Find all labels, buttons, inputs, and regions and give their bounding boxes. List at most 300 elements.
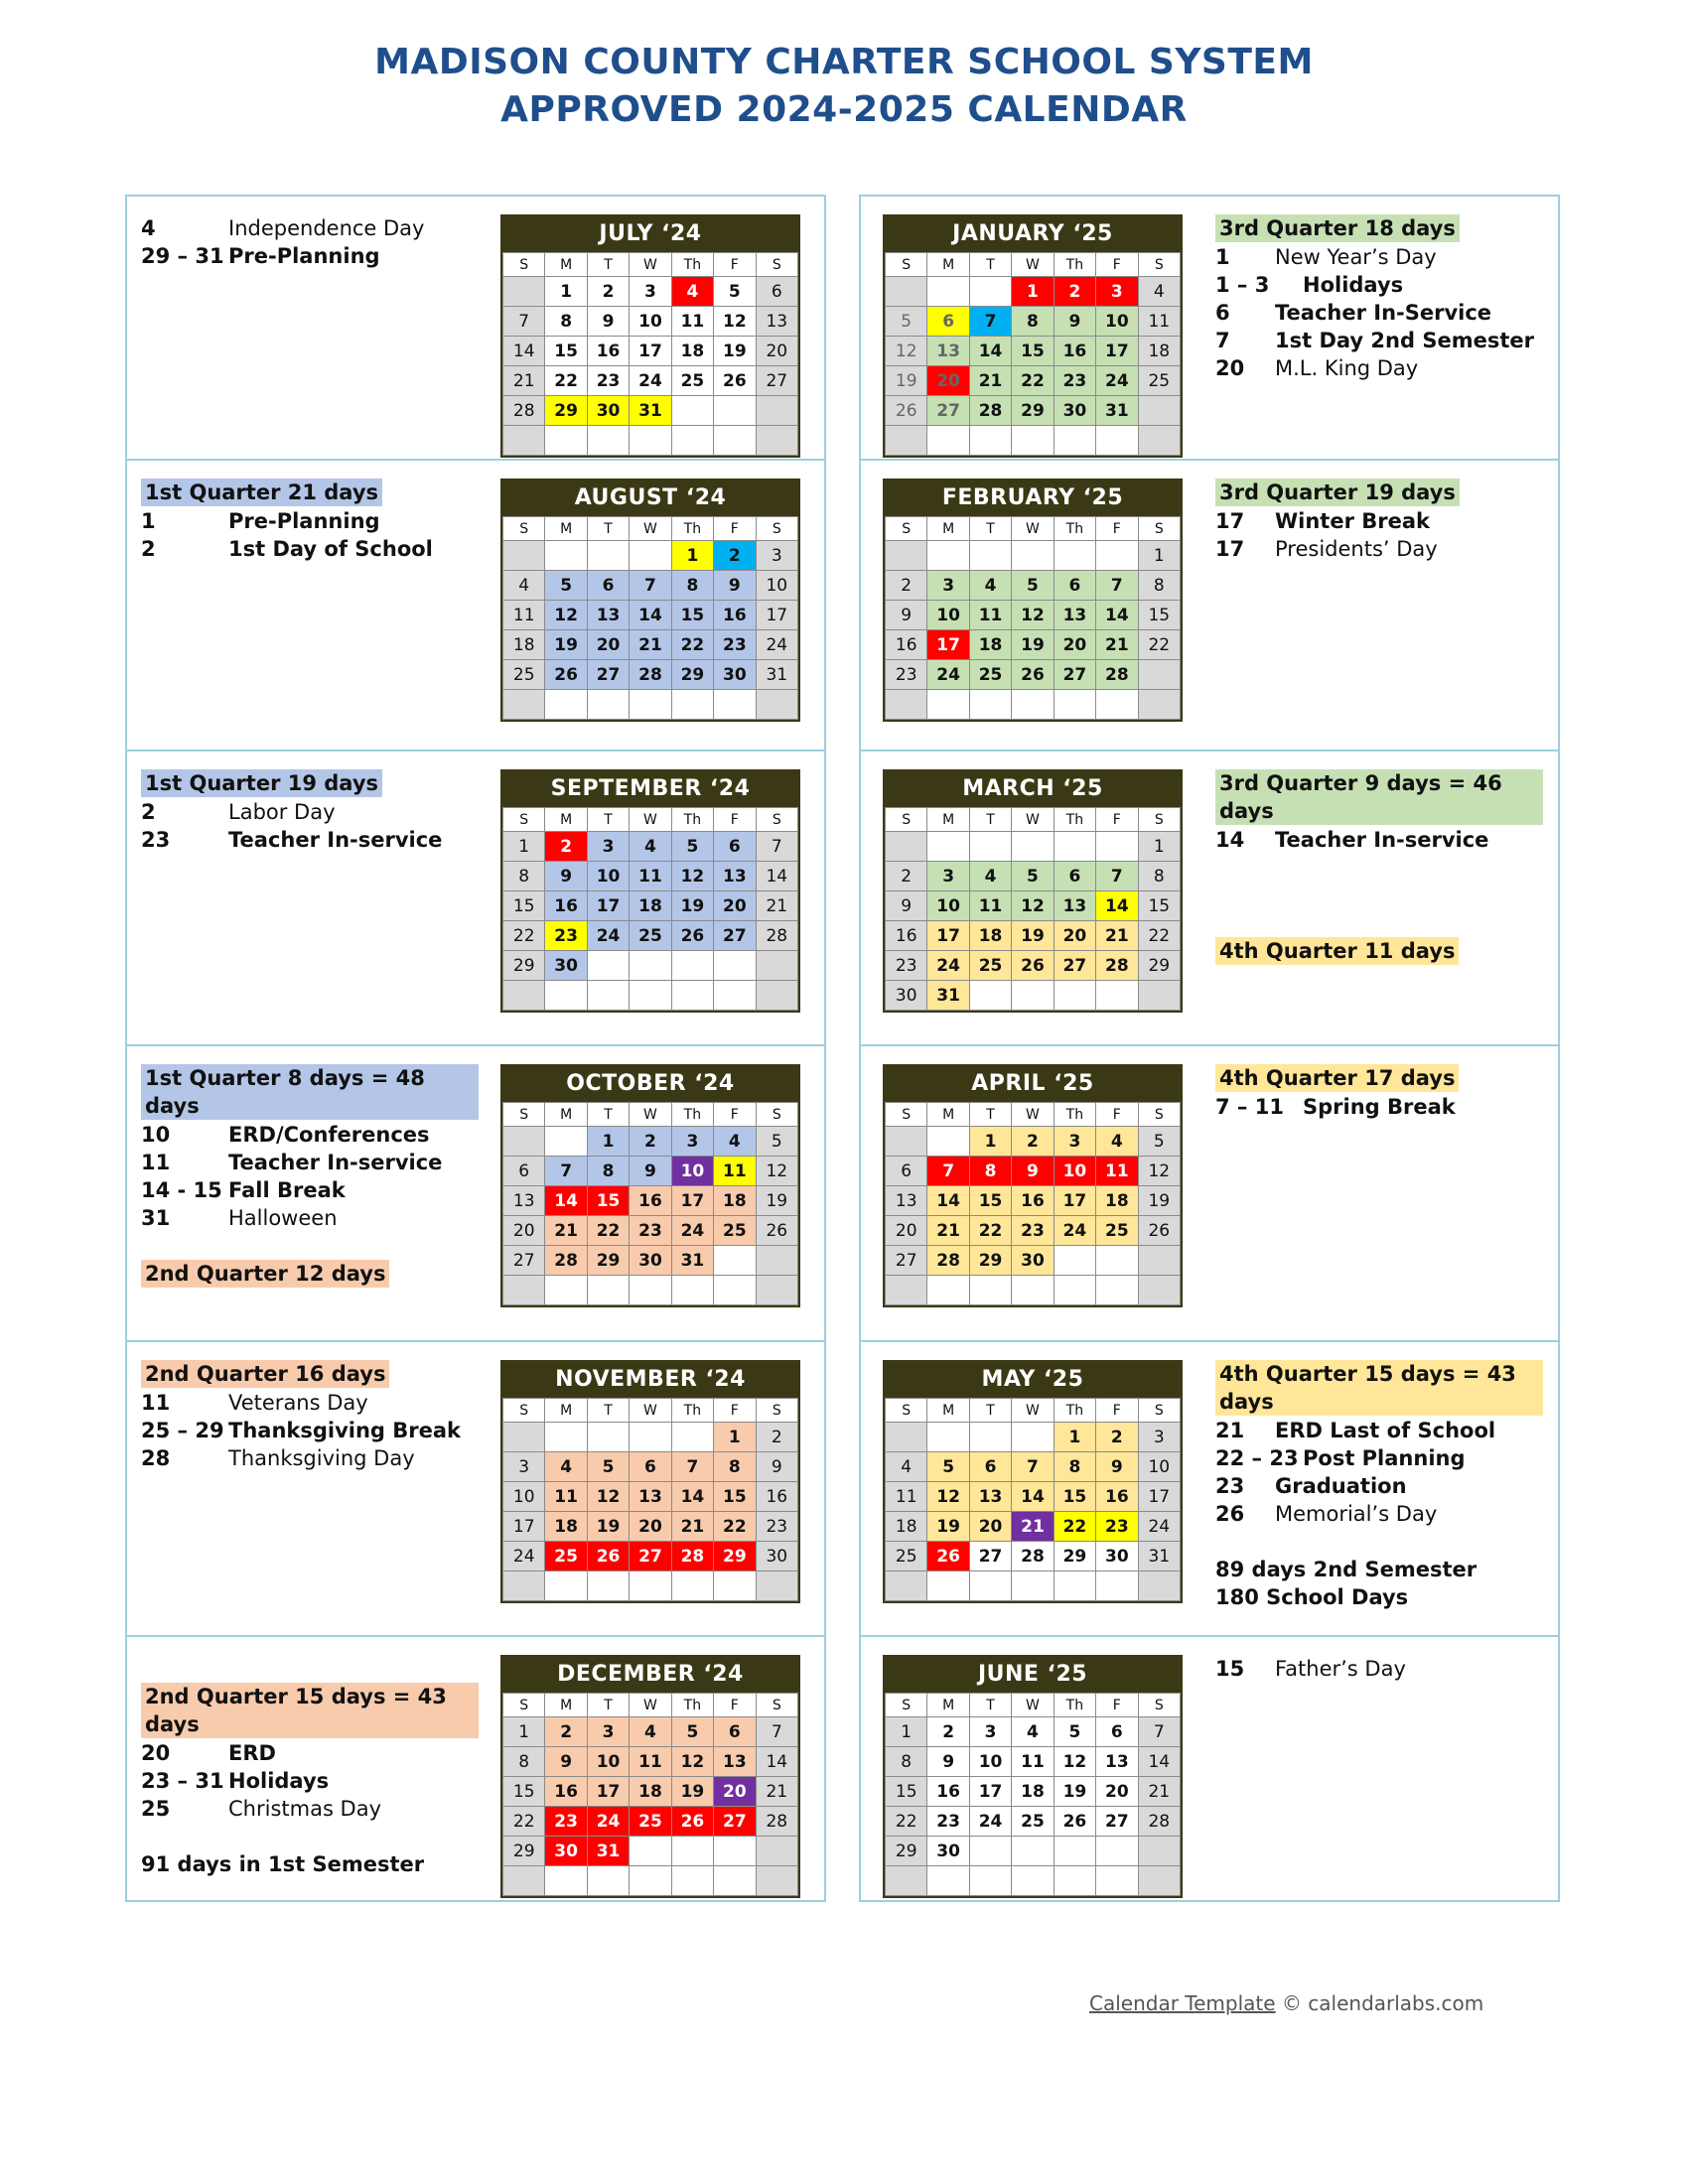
weekday-header: T xyxy=(969,1694,1011,1717)
weekday-header: M xyxy=(927,808,969,832)
day-cell: 2 xyxy=(927,1717,969,1747)
month-calendar-august-24 xyxy=(500,478,800,722)
day-cell: 31 xyxy=(630,396,671,426)
note-entry xyxy=(141,1739,479,1767)
day-cell: 25 xyxy=(545,1542,587,1571)
weekday-header: S xyxy=(756,1103,797,1127)
day-cell: 21 xyxy=(927,1216,969,1246)
note-date: 25 – 29 xyxy=(141,1419,224,1442)
month-grid xyxy=(500,252,800,458)
note-text: ERD/Conferences xyxy=(228,1123,430,1147)
empty-cell xyxy=(1138,396,1180,426)
day-cell: 23 xyxy=(1096,1512,1138,1542)
day-cell: 30 xyxy=(756,1542,797,1571)
note-entry xyxy=(141,826,479,854)
day-cell: 3 xyxy=(587,832,629,862)
month-calendar-march-25 xyxy=(883,769,1183,1013)
day-cell: 2 xyxy=(630,1127,671,1157)
row-divider xyxy=(859,750,1560,751)
day-cell: 3 xyxy=(969,1717,1011,1747)
weekday-header: F xyxy=(714,1399,756,1423)
day-cell: 9 xyxy=(886,891,927,921)
day-cell: 12 xyxy=(927,1482,969,1512)
day-cell: 28 xyxy=(1096,660,1138,690)
day-cell: 22 xyxy=(671,630,713,660)
day-cell: 31 xyxy=(756,660,797,690)
day-cell: 2 xyxy=(1054,277,1095,307)
empty-cell xyxy=(545,1276,587,1305)
day-cell: 5 xyxy=(1054,1717,1095,1747)
day-cell: 3 xyxy=(927,571,969,601)
day-cell: 12 xyxy=(886,337,927,366)
day-cell: 30 xyxy=(714,660,756,690)
weekday-header: T xyxy=(587,808,629,832)
month-calendar-december-24 xyxy=(500,1655,800,1898)
day-cell: 1 xyxy=(1138,832,1180,862)
day-cell: 25 xyxy=(630,1807,671,1837)
weekday-header: T xyxy=(969,808,1011,832)
day-cell: 30 xyxy=(587,396,629,426)
day-cell: 15 xyxy=(886,1777,927,1807)
quarter-badge: 4th Quarter 15 days = 43 days xyxy=(1215,1360,1543,1416)
day-cell: 28 xyxy=(545,1246,587,1276)
day-cell: 21 xyxy=(756,1777,797,1807)
day-cell: 31 xyxy=(1096,396,1138,426)
day-cell: 16 xyxy=(545,1777,587,1807)
weekday-header: S xyxy=(886,1694,927,1717)
day-cell: 1 xyxy=(545,277,587,307)
empty-cell xyxy=(630,690,671,720)
day-cell: 7 xyxy=(630,571,671,601)
day-cell: 3 xyxy=(503,1452,545,1482)
empty-cell xyxy=(756,951,797,981)
day-cell: 30 xyxy=(927,1837,969,1866)
weekday-header: W xyxy=(630,808,671,832)
empty-cell xyxy=(1096,1571,1138,1601)
day-cell: 13 xyxy=(503,1186,545,1216)
empty-cell xyxy=(756,1866,797,1896)
day-cell: 19 xyxy=(587,1512,629,1542)
note-date: 1 xyxy=(141,509,156,533)
weekday-header: Th xyxy=(1054,808,1095,832)
note-date: 6 xyxy=(1215,301,1230,325)
weekday-header: T xyxy=(969,253,1011,277)
empty-cell xyxy=(671,1866,713,1896)
empty-cell xyxy=(1054,690,1095,720)
spacer xyxy=(141,1232,479,1260)
empty-cell xyxy=(886,832,927,862)
day-cell: 29 xyxy=(1138,951,1180,981)
day-cell: 29 xyxy=(714,1542,756,1571)
spacer xyxy=(1215,1528,1543,1556)
day-cell: 20 xyxy=(927,366,969,396)
day-cell: 28 xyxy=(503,396,545,426)
weekday-header: M xyxy=(927,1399,969,1423)
day-cell: 29 xyxy=(587,1246,629,1276)
month-notes xyxy=(141,769,479,854)
month-grid xyxy=(883,1693,1183,1898)
weekday-header: T xyxy=(969,1103,1011,1127)
month-calendar-november-24 xyxy=(500,1360,800,1603)
month-title: JULY ‘24 xyxy=(500,214,800,252)
month-calendar-october-24 xyxy=(500,1064,800,1307)
day-cell: 4 xyxy=(671,277,713,307)
weekday-header: W xyxy=(1012,253,1054,277)
quarter-line xyxy=(141,1064,479,1121)
note-date: 1 – 3 xyxy=(1215,273,1270,297)
day-cell: 27 xyxy=(927,396,969,426)
day-cell: 5 xyxy=(756,1127,797,1157)
month-grid xyxy=(883,1398,1183,1603)
quarter-badge: 1st Quarter 19 days xyxy=(141,769,382,797)
day-cell: 19 xyxy=(1054,1777,1095,1807)
day-cell: 4 xyxy=(969,862,1011,891)
note-entry xyxy=(1215,507,1543,535)
empty-cell xyxy=(587,690,629,720)
day-cell: 14 xyxy=(1096,891,1138,921)
day-cell: 16 xyxy=(587,337,629,366)
day-cell: 7 xyxy=(969,307,1011,337)
quarter-line xyxy=(1215,1064,1543,1093)
day-cell: 27 xyxy=(1096,1807,1138,1837)
month-title: JUNE ‘25 xyxy=(883,1655,1183,1693)
day-cell: 30 xyxy=(1054,396,1095,426)
day-cell: 22 xyxy=(1012,366,1054,396)
day-cell: 30 xyxy=(1012,1246,1054,1276)
note-entry xyxy=(141,1121,479,1149)
empty-cell xyxy=(714,1246,756,1276)
month-grid xyxy=(500,516,800,722)
day-cell: 13 xyxy=(714,862,756,891)
day-cell: 16 xyxy=(927,1777,969,1807)
day-cell: 13 xyxy=(886,1186,927,1216)
day-cell: 20 xyxy=(886,1216,927,1246)
empty-cell xyxy=(969,277,1011,307)
day-cell: 18 xyxy=(1096,1186,1138,1216)
weekday-header: Th xyxy=(1054,253,1095,277)
day-cell: 25 xyxy=(630,921,671,951)
day-cell: 5 xyxy=(671,832,713,862)
note-text: Labor Day xyxy=(228,800,336,824)
day-cell: 9 xyxy=(927,1747,969,1777)
day-cell: 12 xyxy=(671,862,713,891)
weekday-header: W xyxy=(630,1103,671,1127)
day-cell: 16 xyxy=(886,630,927,660)
day-cell: 7 xyxy=(1096,571,1138,601)
month-grid xyxy=(883,252,1183,458)
month-title: OCTOBER ‘24 xyxy=(500,1064,800,1102)
day-cell: 9 xyxy=(886,601,927,630)
month-grid xyxy=(500,1102,800,1307)
weekday-header: Th xyxy=(671,1103,713,1127)
day-cell: 8 xyxy=(503,1747,545,1777)
day-cell: 18 xyxy=(671,337,713,366)
day-cell: 30 xyxy=(886,981,927,1011)
day-cell: 22 xyxy=(503,1807,545,1837)
day-cell: 24 xyxy=(671,1216,713,1246)
month-notes xyxy=(1215,1064,1543,1121)
empty-cell xyxy=(1096,981,1138,1011)
day-cell: 21 xyxy=(630,630,671,660)
day-cell: 28 xyxy=(756,921,797,951)
empty-cell xyxy=(630,1866,671,1896)
day-cell: 15 xyxy=(1138,601,1180,630)
note-text: Teacher In-service xyxy=(228,1151,443,1174)
empty-cell xyxy=(630,951,671,981)
day-cell: 23 xyxy=(756,1512,797,1542)
day-cell: 21 xyxy=(1138,1777,1180,1807)
empty-cell xyxy=(969,1276,1011,1305)
day-cell: 13 xyxy=(630,1482,671,1512)
weekday-header: Th xyxy=(671,808,713,832)
note-text: M.L. King Day xyxy=(1275,356,1419,380)
weekday-header: F xyxy=(714,1694,756,1717)
day-cell: 9 xyxy=(587,307,629,337)
day-cell: 17 xyxy=(927,921,969,951)
day-cell: 15 xyxy=(1138,891,1180,921)
day-cell: 7 xyxy=(1012,1452,1054,1482)
weekday-header: T xyxy=(969,1399,1011,1423)
quarter-line xyxy=(141,769,479,798)
day-cell: 12 xyxy=(714,307,756,337)
day-cell: 2 xyxy=(714,541,756,571)
note-entry xyxy=(1215,1472,1543,1500)
empty-cell xyxy=(927,426,969,456)
day-cell: 18 xyxy=(630,1777,671,1807)
note-date: 11 xyxy=(141,1151,171,1174)
day-cell: 14 xyxy=(969,337,1011,366)
empty-cell xyxy=(545,690,587,720)
empty-cell xyxy=(756,690,797,720)
month-title: MARCH ‘25 xyxy=(883,769,1183,807)
day-cell: 14 xyxy=(756,1747,797,1777)
weekday-header: Th xyxy=(1054,1399,1095,1423)
note-text: Thanksgiving Day xyxy=(228,1446,415,1470)
empty-cell xyxy=(671,426,713,456)
footer-copyright: © calendarlabs.com xyxy=(1275,1991,1484,2015)
weekday-header: T xyxy=(587,1103,629,1127)
day-cell: 18 xyxy=(969,921,1011,951)
quarter-badge: 3rd Quarter 19 days xyxy=(1215,478,1460,506)
weekday-header: S xyxy=(503,517,545,541)
day-cell: 22 xyxy=(969,1216,1011,1246)
note-date: 29 – 31 xyxy=(141,244,224,268)
empty-cell xyxy=(545,1866,587,1896)
weekday-header: T xyxy=(969,517,1011,541)
note-date: 14 - 15 xyxy=(141,1178,222,1202)
quarter-badge: 2nd Quarter 15 days = 43 days xyxy=(141,1683,479,1738)
day-cell: 13 xyxy=(927,337,969,366)
day-cell: 27 xyxy=(587,660,629,690)
day-cell: 10 xyxy=(630,307,671,337)
day-cell: 1 xyxy=(503,832,545,862)
day-cell: 22 xyxy=(886,1807,927,1837)
empty-cell xyxy=(1012,1571,1054,1601)
day-cell: 3 xyxy=(1096,277,1138,307)
day-cell: 3 xyxy=(671,1127,713,1157)
day-cell: 10 xyxy=(927,891,969,921)
note-entry xyxy=(1215,826,1543,854)
day-cell: 23 xyxy=(927,1807,969,1837)
empty-cell xyxy=(714,690,756,720)
empty-cell xyxy=(927,541,969,571)
day-cell: 4 xyxy=(886,1452,927,1482)
day-cell: 27 xyxy=(886,1246,927,1276)
quarter-line xyxy=(1215,1360,1543,1417)
day-cell: 10 xyxy=(756,571,797,601)
empty-cell xyxy=(927,1423,969,1452)
weekday-header: T xyxy=(587,1694,629,1717)
day-cell: 11 xyxy=(1096,1157,1138,1186)
day-cell: 19 xyxy=(927,1512,969,1542)
empty-cell xyxy=(886,541,927,571)
weekday-header: T xyxy=(587,1399,629,1423)
empty-cell xyxy=(714,951,756,981)
note-entry xyxy=(1215,327,1543,354)
day-cell: 4 xyxy=(969,571,1011,601)
weekday-header: M xyxy=(545,1694,587,1717)
day-cell: 11 xyxy=(1012,1747,1054,1777)
empty-cell xyxy=(886,1276,927,1305)
day-cell: 10 xyxy=(927,601,969,630)
day-cell: 18 xyxy=(1138,337,1180,366)
note-text: Independence Day xyxy=(228,216,425,240)
empty-cell xyxy=(630,541,671,571)
note-date: 11 xyxy=(141,1391,171,1415)
month-title: FEBRUARY ‘25 xyxy=(883,478,1183,516)
empty-cell xyxy=(1012,981,1054,1011)
day-cell: 5 xyxy=(1012,862,1054,891)
note-text: Winter Break xyxy=(1275,509,1431,533)
day-cell: 15 xyxy=(587,1186,629,1216)
empty-cell xyxy=(886,1423,927,1452)
note-entry xyxy=(141,1204,479,1232)
day-cell: 7 xyxy=(545,1157,587,1186)
day-cell: 26 xyxy=(756,1216,797,1246)
spacer xyxy=(141,1655,479,1683)
note-text: Christmas Day xyxy=(228,1797,382,1821)
empty-cell xyxy=(587,1866,629,1896)
weekday-header: W xyxy=(1012,517,1054,541)
day-cell: 2 xyxy=(1096,1423,1138,1452)
day-cell: 16 xyxy=(1054,337,1095,366)
empty-cell xyxy=(1054,981,1095,1011)
day-cell: 15 xyxy=(503,891,545,921)
day-cell: 24 xyxy=(503,1542,545,1571)
day-cell: 22 xyxy=(1054,1512,1095,1542)
day-cell: 3 xyxy=(927,862,969,891)
month-calendar-september-24 xyxy=(500,769,800,1013)
day-cell: 20 xyxy=(630,1512,671,1542)
empty-cell xyxy=(927,277,969,307)
day-cell: 17 xyxy=(587,1777,629,1807)
day-cell: 24 xyxy=(927,660,969,690)
day-cell: 15 xyxy=(1054,1482,1095,1512)
day-cell: 28 xyxy=(969,396,1011,426)
quarter-line xyxy=(1215,214,1543,243)
month-grid xyxy=(883,516,1183,722)
day-cell: 4 xyxy=(714,1127,756,1157)
empty-cell xyxy=(1096,832,1138,862)
day-cell: 9 xyxy=(756,1452,797,1482)
note-date: 10 xyxy=(141,1123,171,1147)
day-cell: 7 xyxy=(927,1157,969,1186)
weekday-header: M xyxy=(545,1399,587,1423)
weekday-header: F xyxy=(714,1103,756,1127)
weekday-header: W xyxy=(1012,808,1054,832)
summary-line: 180 School Days xyxy=(1215,1585,1409,1609)
day-cell: 29 xyxy=(1054,1542,1095,1571)
weekday-header: S xyxy=(1138,1694,1180,1717)
weekday-header: M xyxy=(545,253,587,277)
day-cell: 18 xyxy=(503,630,545,660)
day-cell: 15 xyxy=(671,601,713,630)
note-text: ERD xyxy=(228,1741,276,1765)
calendar-template-link[interactable]: Calendar Template xyxy=(1089,1991,1276,2015)
day-cell: 19 xyxy=(714,337,756,366)
empty-cell xyxy=(1138,1571,1180,1601)
note-entry xyxy=(1215,243,1543,271)
month-title: AUGUST ‘24 xyxy=(500,478,800,516)
weekday-header: S xyxy=(503,1694,545,1717)
month-notes xyxy=(141,1064,479,1289)
day-cell: 4 xyxy=(1012,1717,1054,1747)
day-cell: 4 xyxy=(630,832,671,862)
page-title-line1: MADISON COUNTY CHARTER SCHOOL SYSTEM xyxy=(374,42,1314,82)
note-date: 17 xyxy=(1215,537,1245,561)
note-date: 14 xyxy=(1215,828,1245,852)
month-grid xyxy=(883,1102,1183,1307)
empty-cell xyxy=(756,1276,797,1305)
note-entry xyxy=(1215,354,1543,382)
empty-cell xyxy=(587,1423,629,1452)
note-entry xyxy=(141,1795,479,1823)
empty-cell xyxy=(503,1276,545,1305)
note-date: 7 – 11 xyxy=(1215,1095,1284,1119)
month-grid xyxy=(500,1693,800,1898)
day-cell: 28 xyxy=(1138,1807,1180,1837)
day-cell: 16 xyxy=(1012,1186,1054,1216)
day-cell: 23 xyxy=(1012,1216,1054,1246)
day-cell: 14 xyxy=(545,1186,587,1216)
note-text: Father’s Day xyxy=(1275,1657,1406,1681)
empty-cell xyxy=(756,1837,797,1866)
day-cell: 8 xyxy=(1138,862,1180,891)
weekday-header: T xyxy=(587,517,629,541)
empty-cell xyxy=(671,396,713,426)
day-cell: 26 xyxy=(714,366,756,396)
empty-cell xyxy=(1096,690,1138,720)
day-cell: 28 xyxy=(756,1807,797,1837)
weekday-header: S xyxy=(886,808,927,832)
day-cell: 2 xyxy=(587,277,629,307)
month-calendar-july-24 xyxy=(500,214,800,458)
note-entry xyxy=(141,798,479,826)
note-date: 28 xyxy=(141,1446,171,1470)
empty-cell xyxy=(630,1423,671,1452)
note-date: 7 xyxy=(1215,329,1230,352)
row-divider xyxy=(125,1635,826,1637)
empty-cell xyxy=(969,1837,1011,1866)
day-cell: 28 xyxy=(1096,951,1138,981)
month-notes xyxy=(141,478,479,563)
day-cell: 18 xyxy=(630,891,671,921)
weekday-header: W xyxy=(630,253,671,277)
day-cell: 24 xyxy=(630,366,671,396)
empty-cell xyxy=(1054,1837,1095,1866)
day-cell: 25 xyxy=(969,660,1011,690)
empty-cell xyxy=(671,1837,713,1866)
